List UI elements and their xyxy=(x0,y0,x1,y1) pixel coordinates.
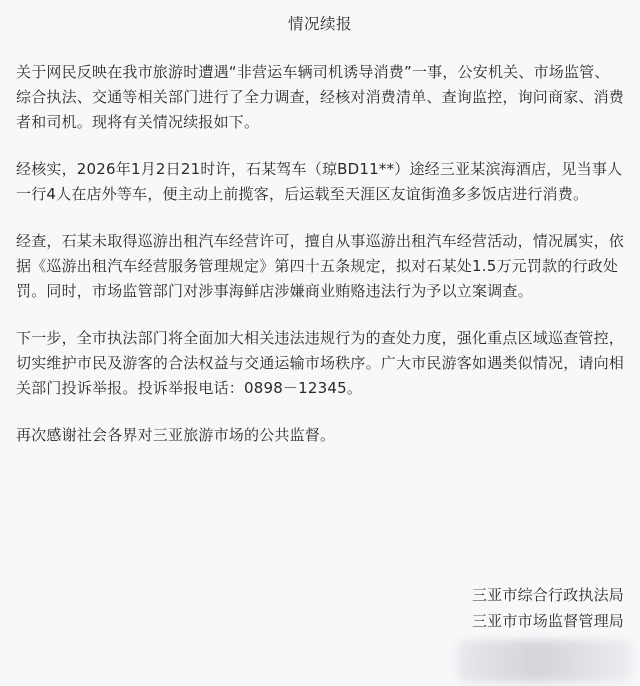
document-title: 情况续报 xyxy=(287,15,352,33)
paragraph-thanks: 再次感谢社会各界对三亚旅游市场的公共监督。 xyxy=(16,426,336,444)
paragraph-investigation: 经查，石某未取得巡游出租汽车经营许可，擅自从事巡游出租汽车经营活动，情况属实，依据《巡游出租汽车经营服务管理规定》第四十五条规定，拟对石某处1.5万元罚款的行政处罚。同时，市场监管部门对涉事海鲜店涉嫌商业贿赂违法行为予以立案调查。 xyxy=(16,232,625,300)
signature-block xyxy=(472,582,624,634)
paragraph-intro: 关于网民反映在我市旅游时遭遇“非营运车辆司机诱导消费”一事，公安机关、市场监管、综合执法、交通等相关部门进行了全力调查，经核对消费清单、查询监控，询问商家、消费者和司机。现将有关情况续报如下。 xyxy=(16,63,625,131)
signatory-market-regulation-bureau: 三亚市市场监督管理局 xyxy=(471,612,624,630)
blurred-watermark xyxy=(457,640,632,682)
paragraph-facts: 经核实，2026年1月2日21时许，石某驾车（琼BD11**）途经三亚某滨海酒店，见当事人一行4人在店外等车，便主动上前揽客，后运载至天涯区友谊街渔多多饭店进行消费。 xyxy=(16,160,623,203)
paragraph-next-steps: 下一步，全市执法部门将全面加大相关违法违规行为的查处力度，强化重点区域巡查管控，切实维护市民及游客的合法权益与交通运输市场秩序。广大市民游客如遇类似情况，请向相关部门投诉举报。投诉举报电话：0898－12345。 xyxy=(16,329,625,397)
signatory-enforcement-bureau: 三亚市综合行政执法局 xyxy=(471,586,624,604)
